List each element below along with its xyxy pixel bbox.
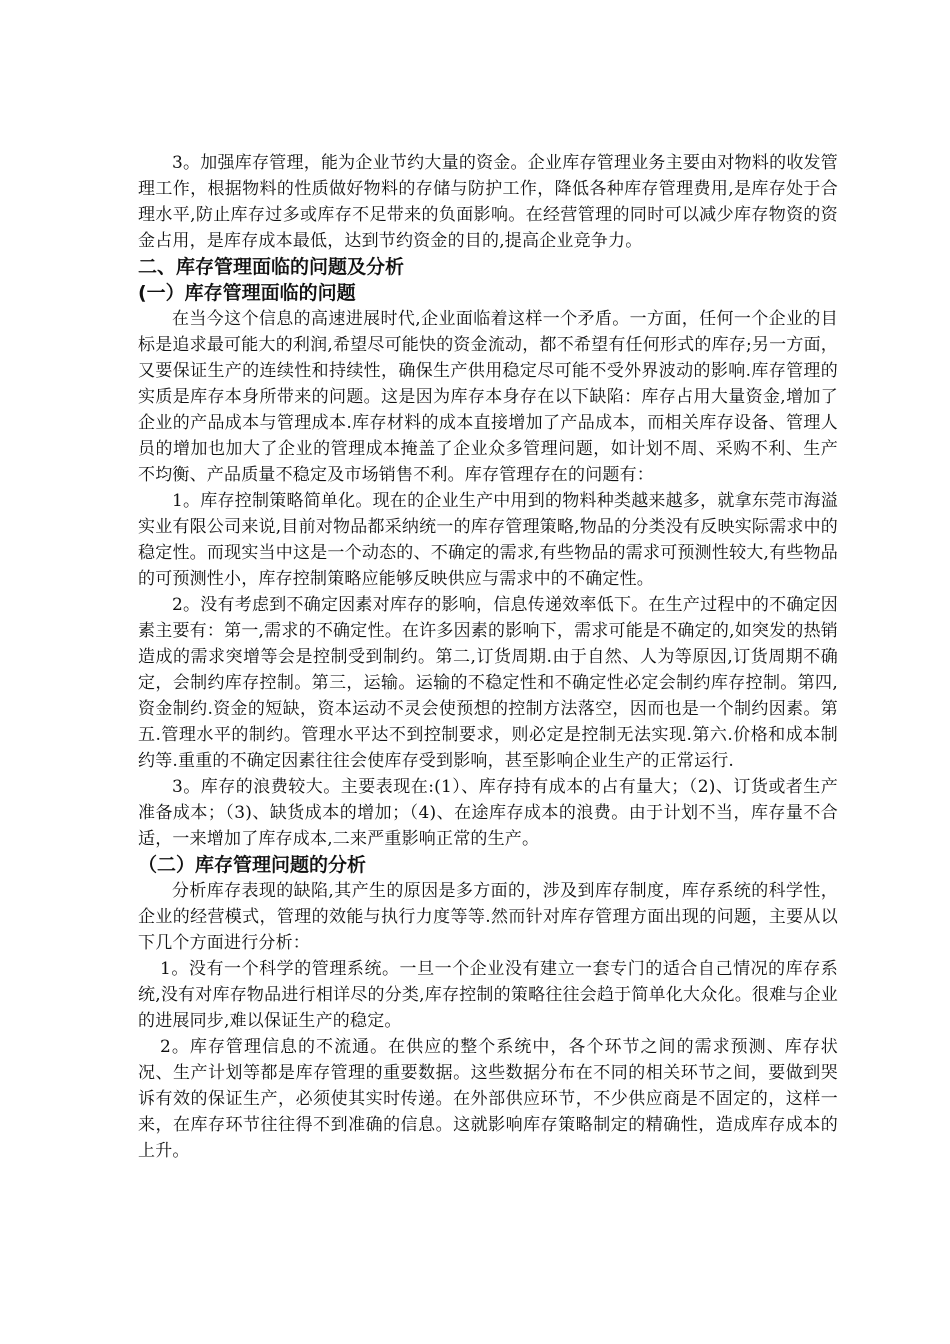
section-heading-problems-analysis: 二、库存管理面临的问题及分析 [138, 256, 405, 278]
paragraph-problem-3: 3。库存的浪费较大。主要表现在:(1）、库存持有成本的占有量大；（2)、订货或者生产准备成本；（3)、缺货成本的增加；（4)、在途库存成本的浪费。由于计划不当，库存量不合适，一来增加了库存成本,二来严重影响正常的生产。 [138, 777, 838, 849]
paragraph-problem-1: 1。库存控制策略简单化。现在的企业生产中用到的物料种类越来越多，就拿东莞市海溢实业有限公司来说,目前对物品都采纳统一的库存管理策略,物品的分类没有反映实际需求中的稳定性。而现实当中这是一个动态的、不确定的需求,有些物品的需求可预测性较大,有些物品的可预测性小，库存控制策略应能够反映供应与需求中的不确定性。 [138, 491, 838, 589]
paragraph-analysis-intro: 分析库存表现的缺陷,其产生的原因是多方面的，涉及到库存制度，库存系统的科学性，企业的经营模式，管理的效能与执行力度等等.然而针对库存管理方面出现的问题，主要从以下几个方面进行分析： [138, 881, 838, 953]
paragraph-problem-2: 2。没有考虑到不确定因素对库存的影响，信息传递效率低下。在生产过程中的不确定因素主要有：第一,需求的不确定性。在许多因素的影响下，需求可能是不确定的,如突发的热销造成的需求突增等会是控制受到制约。第二,订货周期.由于自然、人为等原因,订货周期不确定，会制约库存控制。第三，运输。运输的不稳定性和不确定性必定会制约库存控制。第四,资金制约.资金的短缺，资本运动不灵会使预想的控制方法落空，因而也是一个制约因素。第五.管理水平的制约。管理水平达不到控制要求，则必定是控制无法实现.第六.价格和成本制约等.重重的不确定因素往往会使库存受到影响，甚至影响企业生产的正常运行. [138, 595, 838, 771]
subsection-heading-problems: (一）库存管理面临的问题 [138, 282, 356, 304]
subsection-heading-analysis: （二）库存管理问题的分析 [138, 854, 367, 876]
document-page [138, 150, 838, 1164]
paragraph-analysis-2: 2。库存管理信息的不流通。在供应的整个系统中，各个环节之间的需求预测、库存状况、生产计划等都是库存管理的重要数据。这些数据分布在不同的相关环节之间，要做到哭诉有效的保证生产，必须使其实时传递。在外部供应环节，不少供应商是不固定的，这样一来，在库存环节往往得不到准确的信息。这就影响库存策略制定的精确性，造成库存成本的上升。 [138, 1037, 838, 1161]
paragraph-capital-savings: 3。加强库存管理，能为企业节约大量的资金。企业库存管理业务主要由对物料的收发管理工作，根据物料的性质做好物料的存储与防护工作，降低各种库存管理费用,是库存处于合理水平,防止库存过多或库存不足带来的负面影响。在经营管理的同时可以减少库存物资的资金占用，是库存成本最低，达到节约资金的目的,提高企业竞争力。 [138, 153, 838, 251]
paragraph-contradiction: 在当今这个信息的高速进展时代,企业面临着这样一个矛盾。一方面，任何一个企业的目标是追求最可能大的利润,希望尽可能快的资金流动，都不希望有任何形式的库存;另一方面，又要保证生产的连续性和持续性，确保生产供用稳定尽可能不受外界波动的影响.库存管理的实质是库存本身所带来的问题。这是因为库存本身存在以下缺陷：库存占用大量资金,增加了企业的产品成本与管理成本.库存材料的成本直接增加了产品成本，而相关库存设备、管理人员的增加也加大了企业的管理成本掩盖了企业众多管理问题，如计划不周、采购不利、生产不均衡、产品质量不稳定及市场销售不利。库存管理存在的问题有： [138, 309, 838, 485]
paragraph-analysis-1: 1。没有一个科学的管理系统。一旦一个企业没有建立一套专门的适合自己情况的库存系统,没有对库存物品进行相详尽的分类,库存控制的策略往往会趋于简单化大众化。很难与企业的进展同步,难以保证生产的稳定。 [138, 959, 838, 1031]
